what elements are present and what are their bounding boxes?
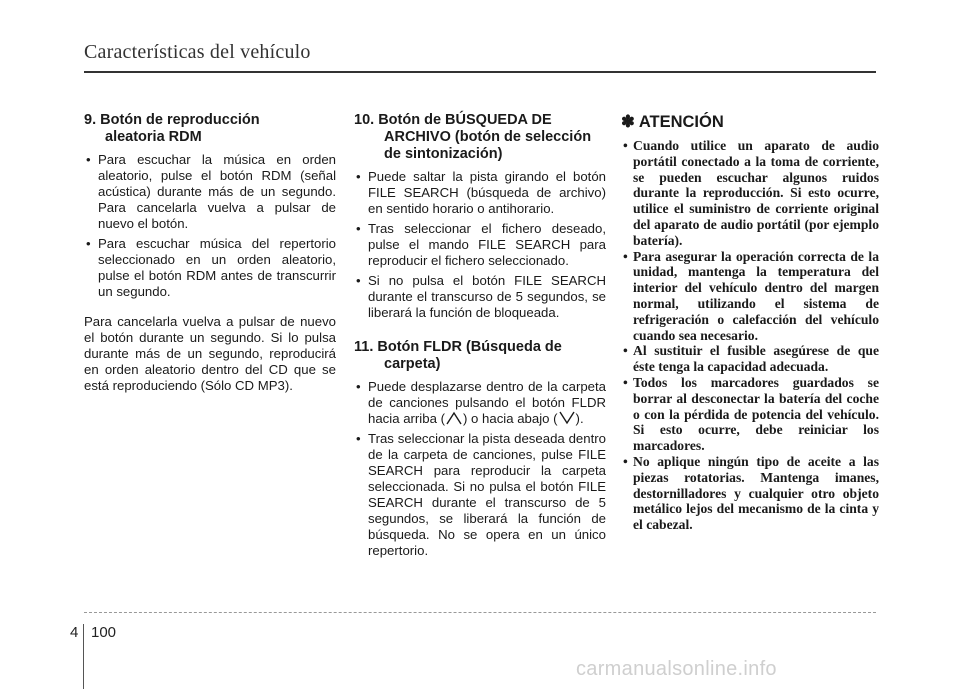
section-10-title [354, 112, 606, 163]
section-10-title-line3: de sintonización) [384, 146, 503, 162]
warning-title-text: ATENCIÓN [638, 113, 724, 131]
section-9-title-line2: aleatoria RDM [105, 129, 202, 145]
section-9-number: 9. [84, 112, 97, 128]
header-rule [84, 71, 876, 73]
section-10-list [354, 169, 606, 321]
section-11-title-line2: carpeta) [384, 356, 441, 372]
list-item: • Tras seleccionar la pista deseada dentro de la carpeta de canciones, pulse FILE SEARCH para reproducir la carpeta seleccionada. Si no pulsa el botón FILE SEARCH durante el transcurso de 5 segundos, se liberará la función de búsqueda. No se opera en un único repertorio. [354, 431, 606, 559]
page-header-title: Características del vehículo [84, 41, 311, 63]
column-1 [84, 112, 336, 394]
section-11-list [354, 379, 606, 559]
list-item: • Puede saltar la pista girando el botón FILE SEARCH (búsqueda de archivo) en sentido horario o antihorario. [354, 169, 606, 217]
section-11-title-line1: Botón FLDR (Búsqueda de [377, 339, 562, 355]
section-9-title-line1: Botón de reproducción [100, 112, 260, 128]
list-item: • Todos los marcadores guardados se borrar al desconectar la batería del coche o con la pérdida de potencia del vehículo. Si esto ocurre, debe reiniciar los marcadores. [621, 375, 879, 454]
column-2 [354, 112, 606, 563]
chapter-number: 4 [70, 624, 79, 641]
list-item: • No aplique ningún tipo de aceite a las piezas rotatorias. Mantenga imanes, destornilladores y cualquier otro objeto metálico lejos del mecanismo de la cinta y el cabezal. [621, 454, 879, 533]
section-9-list [84, 152, 336, 300]
bullet-text-b: ) o hacia abajo ( [462, 411, 558, 426]
section-10-title-line1: Botón de BÚSQUEDA DE [378, 112, 552, 128]
section-9-title [84, 112, 336, 146]
footer-rule [84, 612, 876, 614]
section-11-title [354, 339, 606, 373]
section-9-paragraph: Para cancelarla vuelva a pulsar de nuevo el botón durante un segundo. Si lo pulsa durante más de un segundo, reproducirá en orden aleatorio dentro del CD que se está reproduciendo (Sólo CD MP3). [84, 314, 336, 393]
down-arrow-icon [558, 411, 576, 425]
warning-title [621, 112, 879, 132]
page-number: 100 [91, 624, 117, 641]
list-item: • Al sustituir el fusible asegúrese de que éste tenga la capacidad adecuada. [621, 343, 879, 375]
footer-divider [83, 624, 84, 689]
list-item: • Para escuchar música del repertorio seleccionado en un orden aleatorio, pulse el botón RDM antes de transcurrir un segundo. [84, 236, 336, 300]
list-item: • Para escuchar la música en orden aleatorio, pulse el botón RDM (señal acústica) durante más de un segundo. Para cancelarla vuelva a pulsar de nuevo el botón. [84, 152, 336, 232]
column-3 [621, 112, 879, 533]
bullet-text-a: Puede desplazarse dentro de la carpeta de canciones pulsando el botón FLDR hacia arriba ( [368, 379, 606, 426]
list-item [354, 379, 606, 427]
list-item: • Para asegurar la operación correcta de la unidad, mantenga la temperatura del interior del vehículo dentro del margen normal, utilizando el sistema de refrigeración o calefacción del vehículo cuando sea necesario. [621, 249, 879, 344]
section-10-number: 10. [354, 112, 375, 128]
list-item: • Si no pulsa el botón FILE SEARCH durante el transcurso de 5 segundos, se liberará la función de bloqueada. [354, 273, 606, 321]
list-item: • Tras seleccionar el fichero deseado, pulse el mando FILE SEARCH para reproducir el fichero seleccionado. [354, 221, 606, 269]
list-item: • Cuando utilice un aparato de audio portátil conectado a la toma de corriente, se pueden escuchar algunos ruidos durante la reproducción. Si esto ocurre, utilice el suministro de corriente original del aparato de audio portátil (por ejemplo batería). [621, 138, 879, 249]
asterisk-icon: ✽ [621, 113, 635, 131]
section-10-title-line2: ARCHIVO (botón de selección [384, 129, 592, 145]
warning-list [621, 138, 879, 533]
bullet-text-c: ). [575, 411, 584, 426]
up-arrow-icon [445, 411, 463, 425]
section-11-number: 11. [354, 339, 374, 355]
watermark: carmanualsonline.info [576, 658, 777, 680]
